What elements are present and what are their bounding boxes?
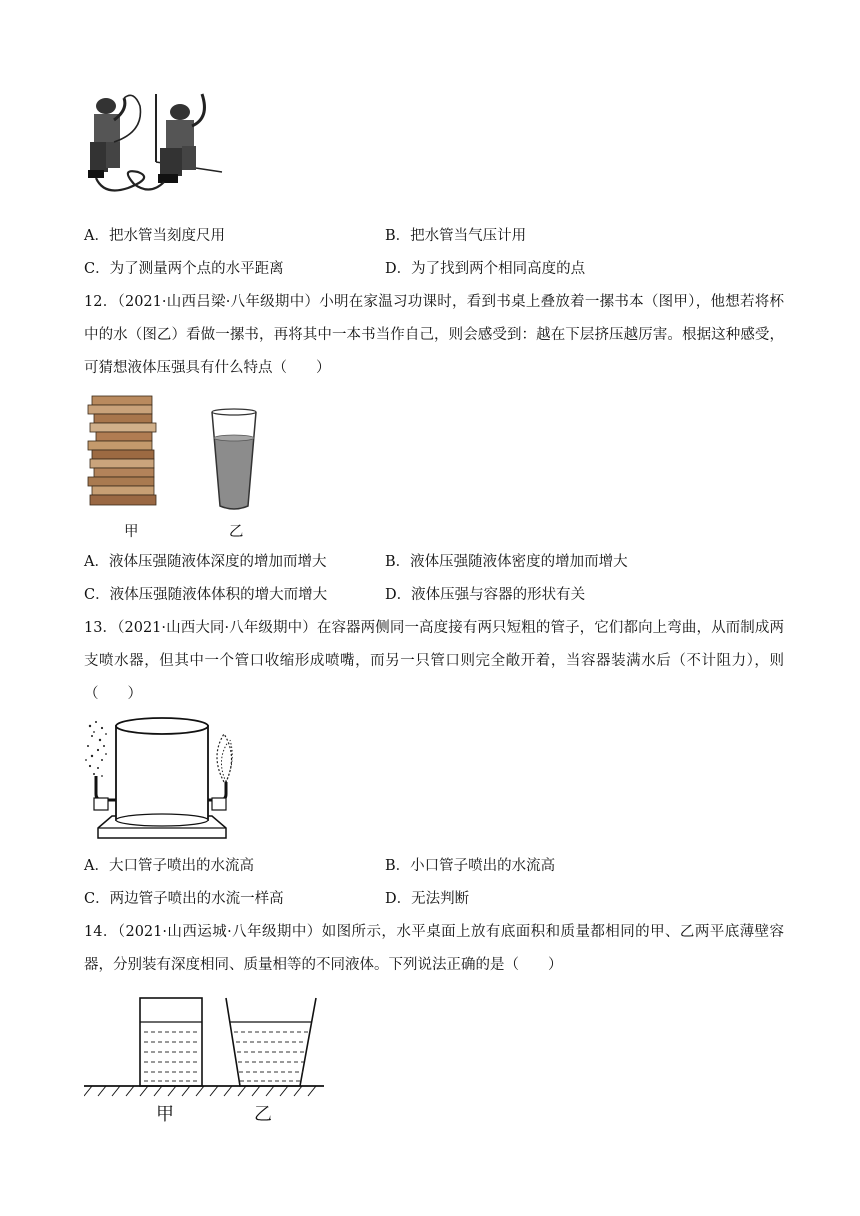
q13-stem: 13．（2021·山西大同·八年级期中）在容器两侧同一高度接有两只短粗的管子，它们都向上弯曲，从而制成两支喷水器，但其中一个管口收缩形成喷嘴，而另一只管口则完全敞开着，当容器装满水后（不计阻力），则（ ）: [84, 620, 784, 702]
q11-option-b: B．把水管当气压计用: [385, 228, 527, 244]
q13-option-a: A．大口管子喷出的水流高: [84, 858, 254, 874]
q11-option-d: D．为了找到两个相同高度的点: [385, 261, 586, 277]
q12-figure-books: [86, 394, 160, 512]
q11-figure: [84, 92, 224, 198]
q12-option-c: C．液体压强随液体体积的增大而增大: [84, 587, 328, 603]
q14-figure-label-a: 甲: [156, 1104, 174, 1125]
q14-stem: 14．（2021·山西运城·八年级期中）如图所示，水平桌面上放有底面积和质量都相同的甲、乙两平底薄壁容器，分别装有深度相同、质量相等的不同液体。下列说法正确的是（ ）: [84, 924, 784, 973]
q12-option-a: A．液体压强随液体深度的增加而增大: [84, 554, 327, 570]
q14-figure-containers: [84, 994, 324, 1100]
q13-option-d: D．无法判断: [385, 891, 470, 907]
q11-option-a: A．把水管当刻度尺用: [84, 228, 225, 244]
q12-figure-label-a: 甲: [124, 524, 139, 540]
q12-option-d: D．液体压强与容器的形状有关: [385, 587, 586, 603]
q12-stem: 12．（2021·山西吕梁·八年级期中）小明在家温习功课时，看到书桌上叠放着一摞书本（图甲），他想若将杯中的水（图乙）看做一摞书，再将其中一本书当作自己，则会感受到：越在下层挤压越厉害。根据这种感受，可猜想液体压强具有什么特点（ ）: [84, 294, 784, 376]
q12-figure-label-b: 乙: [229, 524, 244, 540]
q12-option-b: B．液体压强随液体密度的增加而增大: [385, 554, 628, 570]
q12-figure-glass: [210, 408, 258, 514]
q11-option-c: C．为了测量两个点的水平距离: [84, 261, 284, 277]
q14-figure-label-b: 乙: [254, 1104, 272, 1125]
q13-figure-container: [84, 716, 240, 844]
q13-option-b: B．小口管子喷出的水流高: [385, 858, 556, 874]
q13-option-c: C．两边管子喷出的水流一样高: [84, 891, 284, 907]
